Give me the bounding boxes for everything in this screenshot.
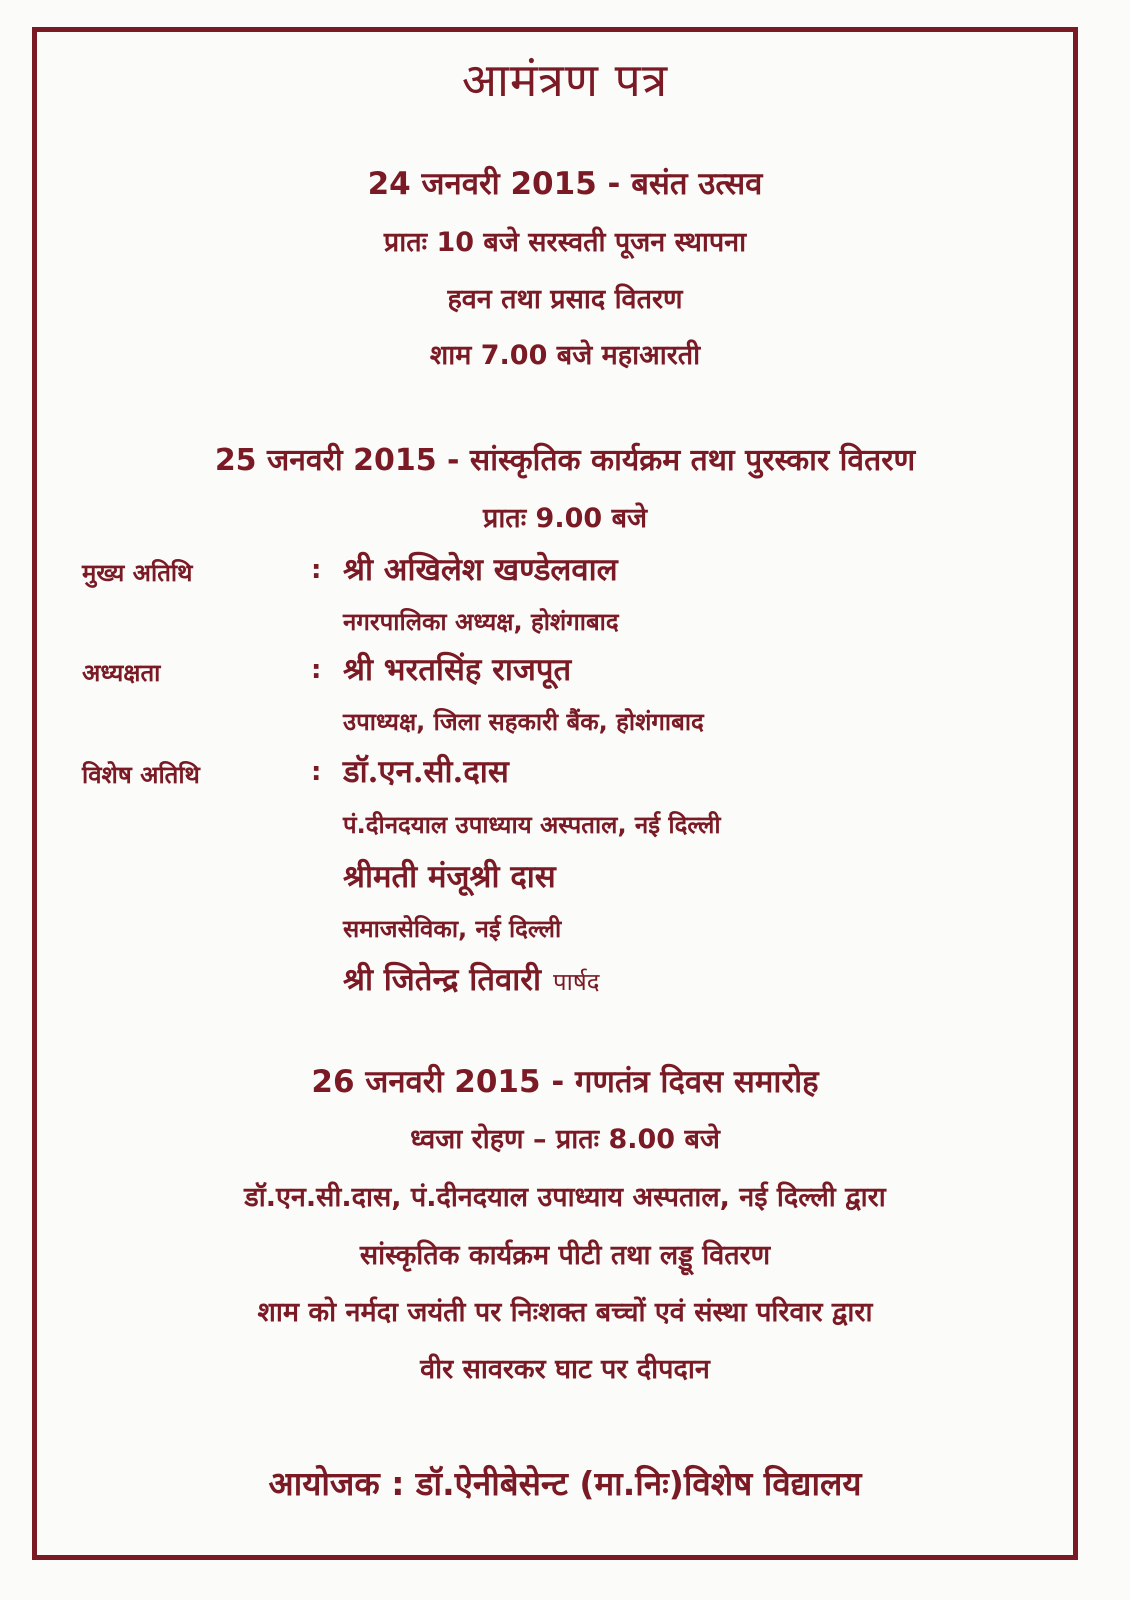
day1-line-3: शाम 7.00 बजे महाआरती [429, 340, 701, 371]
day3-line-3: सांस्कृतिक कार्यक्रम पीटी तथा लड्डू वितरण [359, 1240, 771, 1271]
special-guest-1-name: डॉ.एन.सी.दास [343, 754, 509, 790]
chief-guest-name: श्री अखिलेश खण्डेलवाल [343, 552, 618, 588]
special-guest-1-role: पं.दीनदयाल उपाध्याय अस्पताल, नई दिल्ली [343, 811, 721, 839]
day3-line-1: ध्वजा रोहण – प्रातः 8.00 बजे [410, 1124, 720, 1155]
day2-time: प्रातः 9.00 बजे [482, 503, 648, 534]
day3-line-4: शाम को नर्मदा जयंती पर निःशक्त बच्चों एवं संस्था परिवार द्वारा [257, 1297, 873, 1328]
day1-line-2: हवन तथा प्रसाद वितरण [447, 284, 683, 315]
president-colon: : [311, 655, 322, 685]
organizer-footer: आयोजक : डॉ.ऐनीबेसेन्ट (मा.निः)विशेष विद्यालय [268, 1464, 862, 1503]
president-name: श्री भरतसिंह राजपूत [343, 652, 572, 688]
special-guest-3-suffix: पार्षद [552, 968, 600, 996]
day2-heading: 25 जनवरी 2015 - सांस्कृतिक कार्यक्रम तथा पुरस्कार वितरण [214, 443, 916, 478]
president-role: उपाध्यक्ष, जिला सहकारी बैंक, होशंगाबाद [343, 708, 704, 736]
chief-guest-colon: : [311, 555, 322, 585]
invitation-title: आमंत्रण पत्र [461, 53, 669, 107]
day3-line-2: डॉ.एन.सी.दास, पं.दीनदयाल उपाध्याय अस्पताल, नई दिल्ली द्वारा [244, 1182, 886, 1213]
chief-guest-role: नगरपालिका अध्यक्ष, होशंगाबाद [343, 608, 619, 636]
day1-heading: 24 जनवरी 2015 - बसंत उत्सव [367, 166, 763, 202]
day3-line-5: वीर सावरकर घाट पर दीपदान [420, 1354, 710, 1385]
day1-line-1: प्रातः 10 बजे सरस्वती पूजन स्थापना [383, 227, 747, 258]
special-guest-2-role: समाजसेविका, नई दिल्ली [343, 915, 562, 943]
special-guest-2-name: श्रीमती मंजूश्री दास [343, 859, 556, 895]
special-guest-3-name: श्री जितेन्द्र तिवारी [343, 962, 541, 998]
president-label: अध्यक्षता [82, 659, 161, 687]
day3-heading: 26 जनवरी 2015 - गणतंत्र दिवस समारोह [311, 1064, 819, 1100]
special-guest-3 [343, 958, 599, 1000]
chief-guest-label: मुख्य अतिथि [82, 559, 193, 587]
special-guest-colon: : [311, 757, 322, 787]
special-guest-label: विशेष अतिथि [82, 761, 200, 789]
